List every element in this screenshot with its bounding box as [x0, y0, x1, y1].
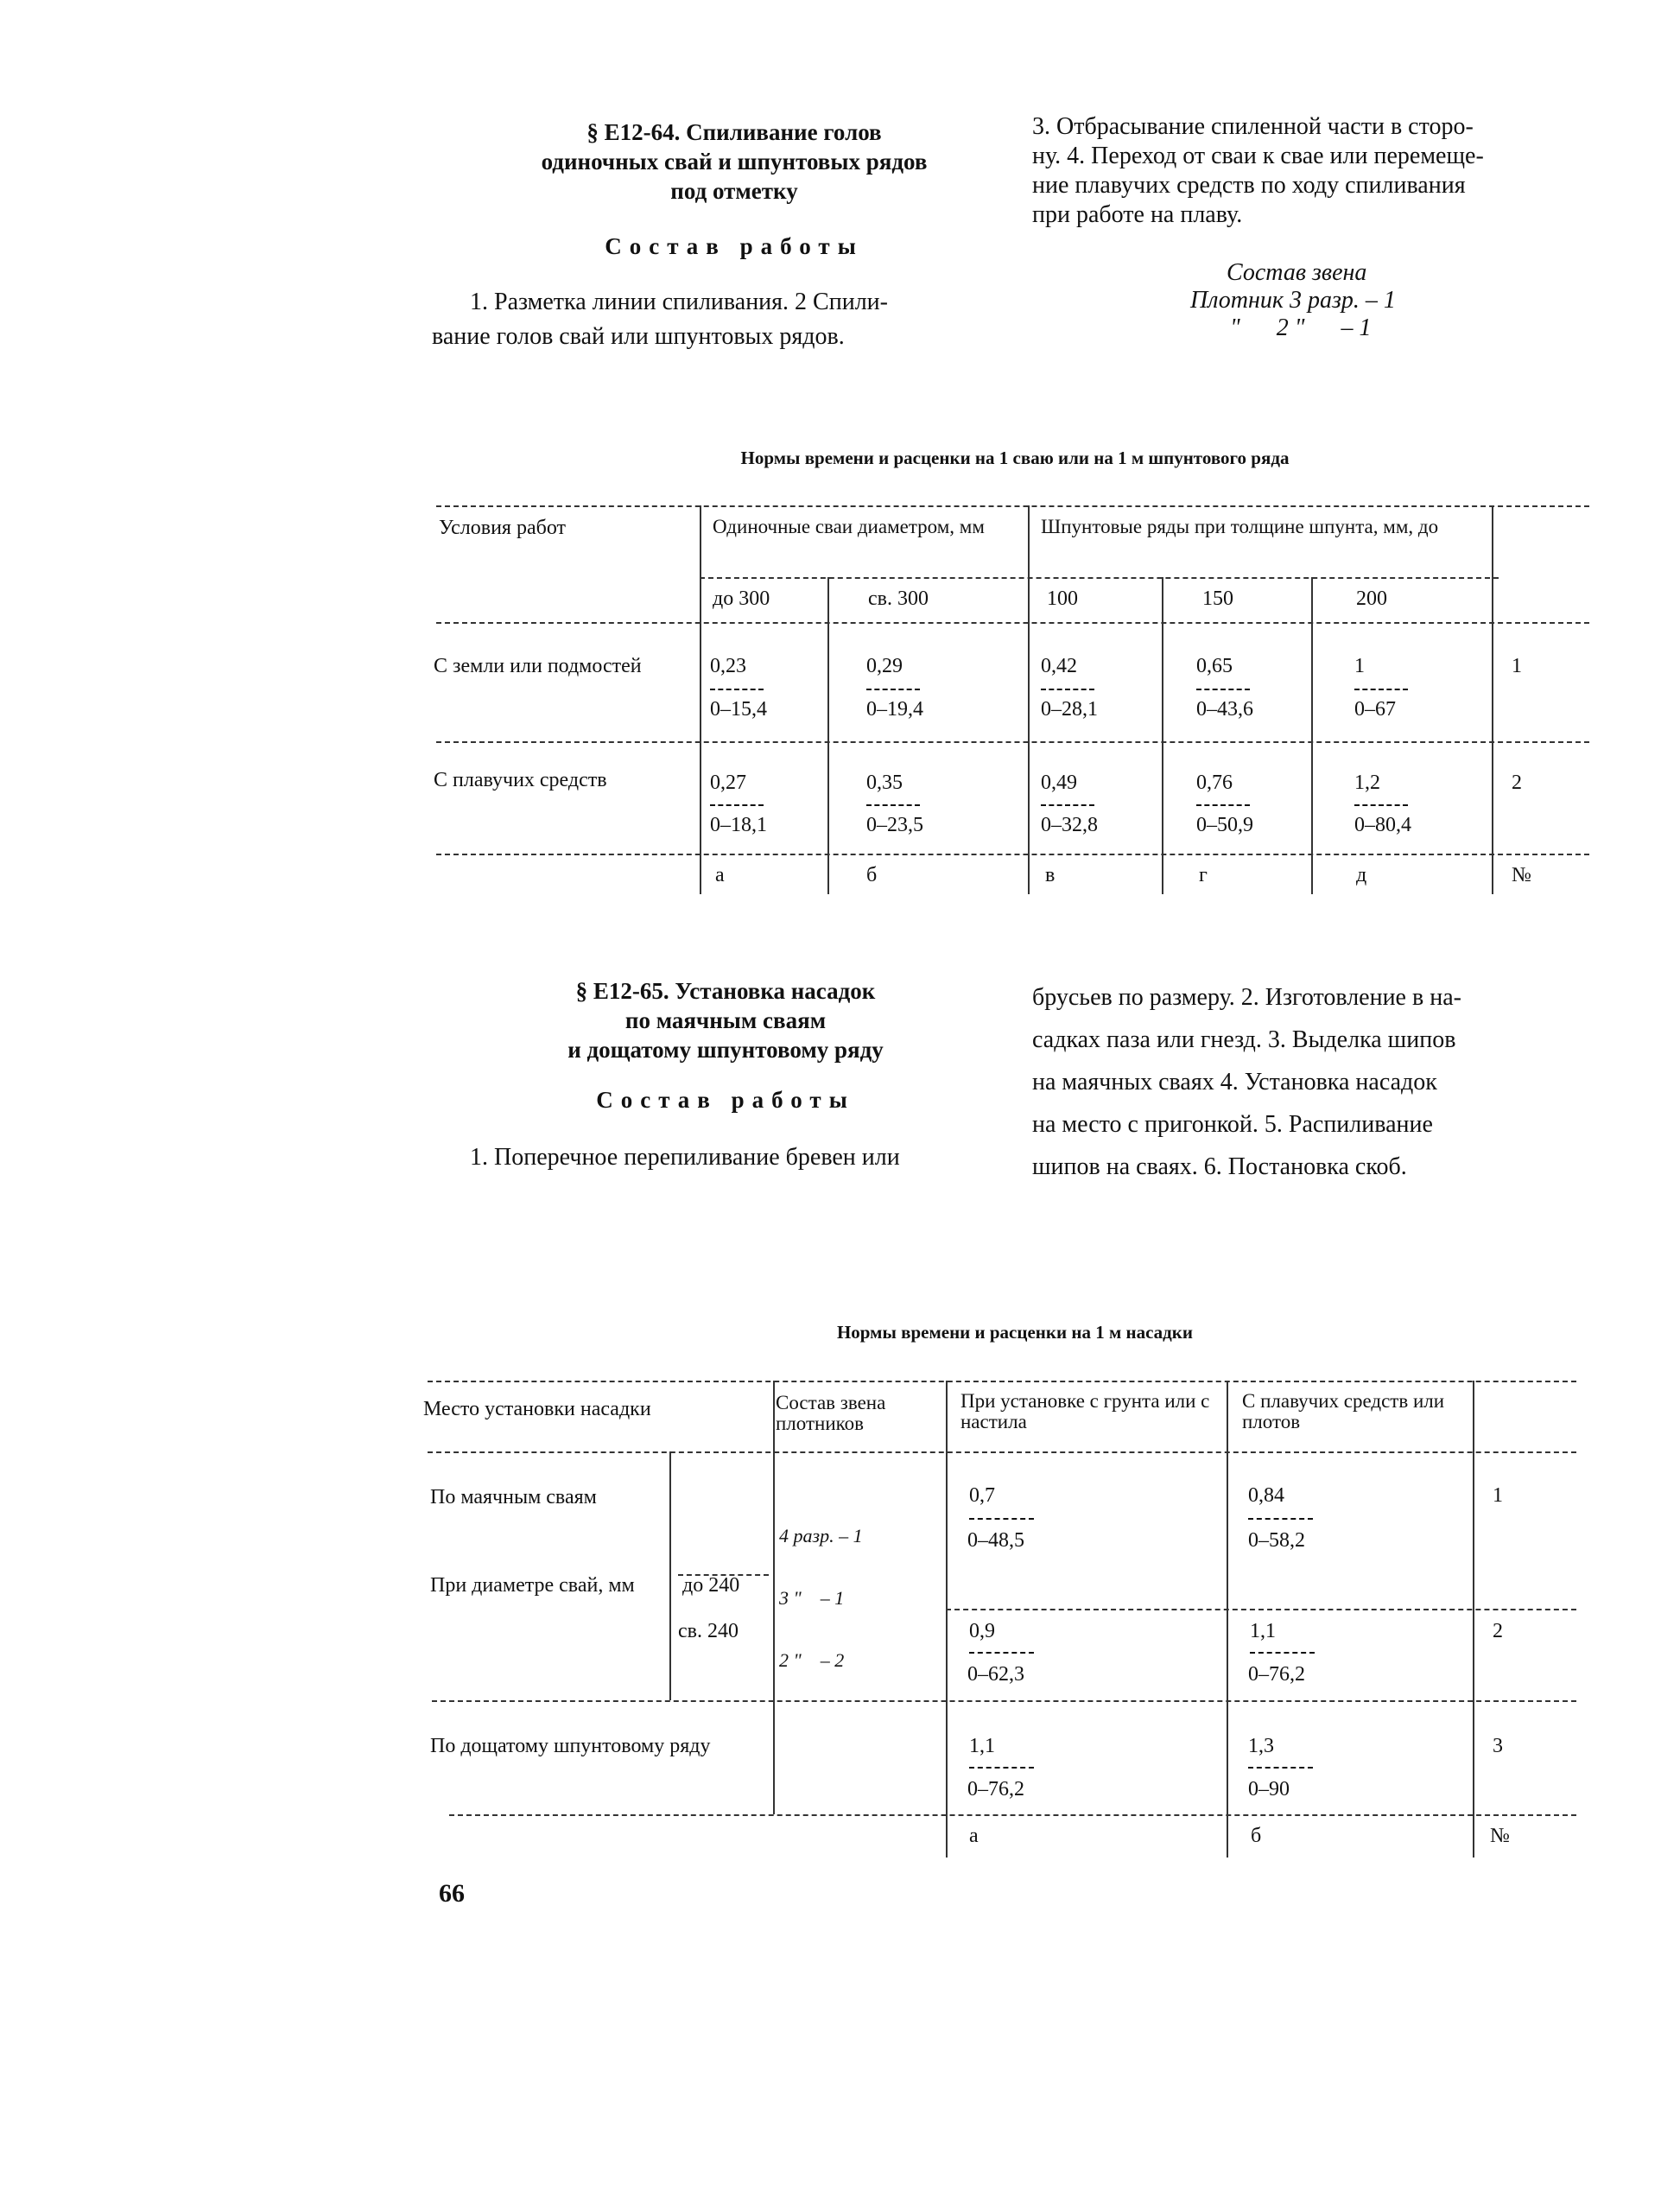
header-single-piles: Одиночные сваи диаметром, мм: [713, 516, 985, 537]
diameter-over: св. 240: [678, 1620, 739, 1642]
rate: 0–19,4: [866, 698, 923, 721]
row-number: 2: [1512, 772, 1522, 794]
header-sheet-piles: Шпунтовые ряды при толщине шпунта, мм, до: [1041, 516, 1439, 537]
rate: 0–62,3: [967, 1663, 1024, 1686]
crew-line: 2 " – 2: [779, 1649, 845, 1671]
time-norm: 0,84: [1248, 1484, 1284, 1507]
number-column-label: №: [1512, 864, 1531, 886]
sub-header: 200: [1356, 587, 1387, 610]
crew-line: 4 разр. – 1: [779, 1525, 863, 1546]
rate: 0–90: [1248, 1778, 1290, 1800]
rate: 0–67: [1354, 698, 1396, 721]
rate: 0–58,2: [1248, 1529, 1305, 1552]
crew-title: Состав звена: [1227, 259, 1367, 286]
text-line: на маячных сваях 4. Установка насадок: [1032, 1069, 1437, 1096]
rate: 0–80,4: [1354, 814, 1411, 836]
diameter-up-to: до 240: [682, 1574, 740, 1597]
rate: 0–76,2: [1248, 1663, 1305, 1686]
column-letter: д: [1356, 864, 1367, 886]
crew-block: [1157, 259, 1503, 342]
section-title: [423, 976, 1028, 1064]
text-line: 3. Отбрасывание спиленной части в сторо-: [1032, 113, 1474, 140]
time-norm: 0,9: [969, 1620, 995, 1642]
text-line: на место с пригонкой. 5. Распиливание: [1032, 1111, 1433, 1138]
text-line: 1. Разметка линии спиливания. 2 Спили-: [470, 289, 888, 315]
work-heading: Состав работы: [596, 1087, 855, 1113]
title-line: под отметку: [670, 178, 798, 204]
rate: 0–32,8: [1041, 814, 1098, 836]
sub-header: св. 300: [868, 587, 929, 610]
rate: 0–50,9: [1196, 814, 1253, 836]
title-line: § Е12-65. Установка насадок: [575, 978, 876, 1004]
time-norm: 0,7: [969, 1484, 995, 1507]
time-norm: 1: [1354, 655, 1365, 677]
text-line: ну. 4. Переход от сваи к свае или перемеще-: [1032, 143, 1484, 169]
rate: 0–15,4: [710, 698, 767, 721]
row-label: С земли или подмостей: [434, 655, 642, 677]
row-number: 1: [1493, 1484, 1503, 1507]
time-norm: 0,29: [866, 655, 903, 677]
column-letter: в: [1045, 864, 1056, 886]
rate: 0–18,1: [710, 814, 767, 836]
sub-header: 100: [1047, 587, 1078, 610]
time-norm: 1,3: [1248, 1735, 1274, 1757]
time-norm: 1,1: [1250, 1620, 1276, 1642]
row-number: 1: [1512, 655, 1522, 677]
row-number: 2: [1493, 1620, 1503, 1642]
text-line: вание голов свай или шпунтовых рядов.: [432, 323, 845, 350]
sub-header: 150: [1202, 587, 1233, 610]
time-norm: 0,35: [866, 772, 903, 794]
time-norm: 0,42: [1041, 655, 1077, 677]
work-text-left: [432, 1140, 1019, 1175]
title-line: одиночных свай и шпунтовых рядов: [541, 149, 928, 175]
time-norm: 0,23: [710, 655, 746, 677]
text-line: 1. Поперечное перепиливание бревен или: [470, 1144, 900, 1171]
crew-composition: [779, 1484, 863, 1712]
time-norm: 1,1: [969, 1735, 995, 1757]
table1-caption: Нормы времени и расценки на 1 сваю или на 1 м шпунтового ряда: [740, 448, 1290, 468]
rate: 0–28,1: [1041, 698, 1098, 721]
title-line: по маячным сваям: [624, 1007, 827, 1033]
crew-line: " 2 " – 1: [1230, 314, 1372, 341]
time-norm: 0,76: [1196, 772, 1233, 794]
rate: 0–48,5: [967, 1529, 1024, 1552]
work-heading: Состав работы: [605, 233, 864, 259]
header-crew: Состав звена плотников: [776, 1392, 886, 1434]
text-line: брусьев по размеру. 2. Изготовление в на-: [1032, 984, 1461, 1011]
work-text-right: [1032, 976, 1594, 1188]
rate: 0–23,5: [866, 814, 923, 836]
time-norm: 1,2: [1354, 772, 1380, 794]
number-column-label: №: [1490, 1825, 1510, 1847]
rate: 0–76,2: [967, 1778, 1024, 1800]
column-letter: б: [866, 864, 878, 886]
row-label: При диаметре свай, мм: [430, 1574, 635, 1597]
time-norm: 0,49: [1041, 772, 1077, 794]
title-line: и дощатому шпунтовому ряду: [567, 1037, 884, 1063]
column-letter: а: [715, 864, 725, 886]
crew-line: Плотник 3 разр. – 1: [1190, 287, 1396, 314]
row-number: 3: [1493, 1735, 1503, 1757]
header-place: Место установки насадки: [423, 1398, 651, 1420]
time-norm: 0,65: [1196, 655, 1233, 677]
row-label: По маячным сваям: [430, 1486, 597, 1508]
rate: 0–43,6: [1196, 698, 1253, 721]
column-letter: г: [1199, 864, 1208, 886]
title-line: § Е12-64. Спиливание голов: [586, 119, 882, 145]
table2-caption: Нормы времени и расценки на 1 м насадки: [836, 1322, 1194, 1343]
sub-header: до 300: [713, 587, 770, 610]
column-letter: б: [1251, 1825, 1262, 1847]
section-title: [432, 117, 1037, 206]
column-letter: а: [969, 1825, 979, 1847]
page-number: 66: [439, 1879, 465, 1908]
work-text-right: [1032, 112, 1594, 230]
header-float: С плавучих средств или плотов: [1242, 1390, 1445, 1432]
row-label: С плавучих средств: [434, 769, 607, 791]
text-line: ние плавучих средств по ходу спиливания: [1032, 172, 1466, 199]
header-conditions: Условия работ: [439, 517, 566, 539]
header-ground: При установке с грунта или с настила: [960, 1390, 1210, 1432]
crew-line: 3 " – 1: [779, 1587, 845, 1609]
text-line: садках паза или гнезд. 3. Выделка шипов: [1032, 1026, 1456, 1053]
work-text-left: [432, 285, 1011, 354]
text-line: при работе на плаву.: [1032, 201, 1243, 228]
text-line: шипов на сваях. 6. Постановка скоб.: [1032, 1153, 1407, 1180]
row-label: По дощатому шпунтовому ряду: [430, 1735, 711, 1757]
time-norm: 0,27: [710, 772, 746, 794]
